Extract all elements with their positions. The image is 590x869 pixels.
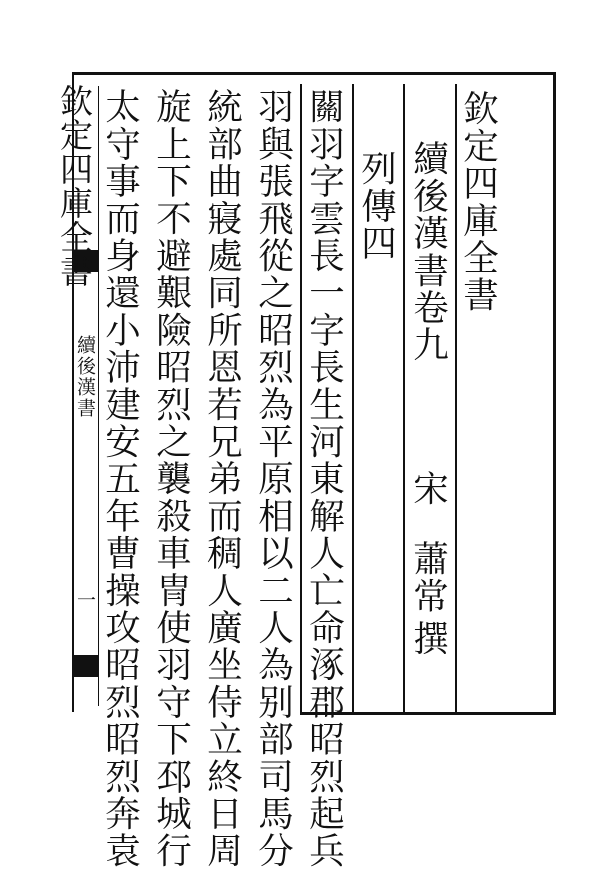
volume-title: 續後漢書卷九: [407, 140, 449, 364]
margin-book-name: 續後漢書: [74, 335, 96, 419]
top-border: [72, 72, 556, 75]
margin-folio: 一: [74, 590, 96, 611]
body-column-1: 關羽字雲長一字長生河東解人亡命涿郡昭烈起兵: [303, 88, 345, 869]
author-dynasty: 宋: [407, 470, 449, 508]
title-rule-1: [455, 84, 457, 712]
title-rule-3: [352, 84, 354, 712]
right-border: [553, 72, 556, 715]
author-role: 撰: [407, 620, 449, 658]
margin-rule-inner: [98, 86, 99, 706]
author-name: 蕭常: [407, 540, 449, 615]
fishtail-mark-bottom: [72, 655, 98, 677]
body-column-2: 羽與張飛從之昭烈為平原相以二人為别部司馬分: [252, 88, 294, 869]
section-title: 列傳四: [355, 150, 397, 262]
margin-header: 欽定四庫全書: [55, 84, 94, 288]
book-title: 欽定四庫全書: [457, 90, 499, 314]
title-rule-2: [403, 84, 405, 712]
body-column-3: 統部曲寢處同所恩若兄弟而稠人廣坐侍立終日周: [201, 88, 243, 869]
body-column-5: 太守事而身還小沛建安五年曹操攻昭烈昭烈奔袁: [99, 88, 141, 869]
body-column-4: 旋上下不避艱險昭烈之襲殺車冑使羽守下邳城行: [150, 88, 192, 869]
title-rule-4: [300, 84, 302, 712]
